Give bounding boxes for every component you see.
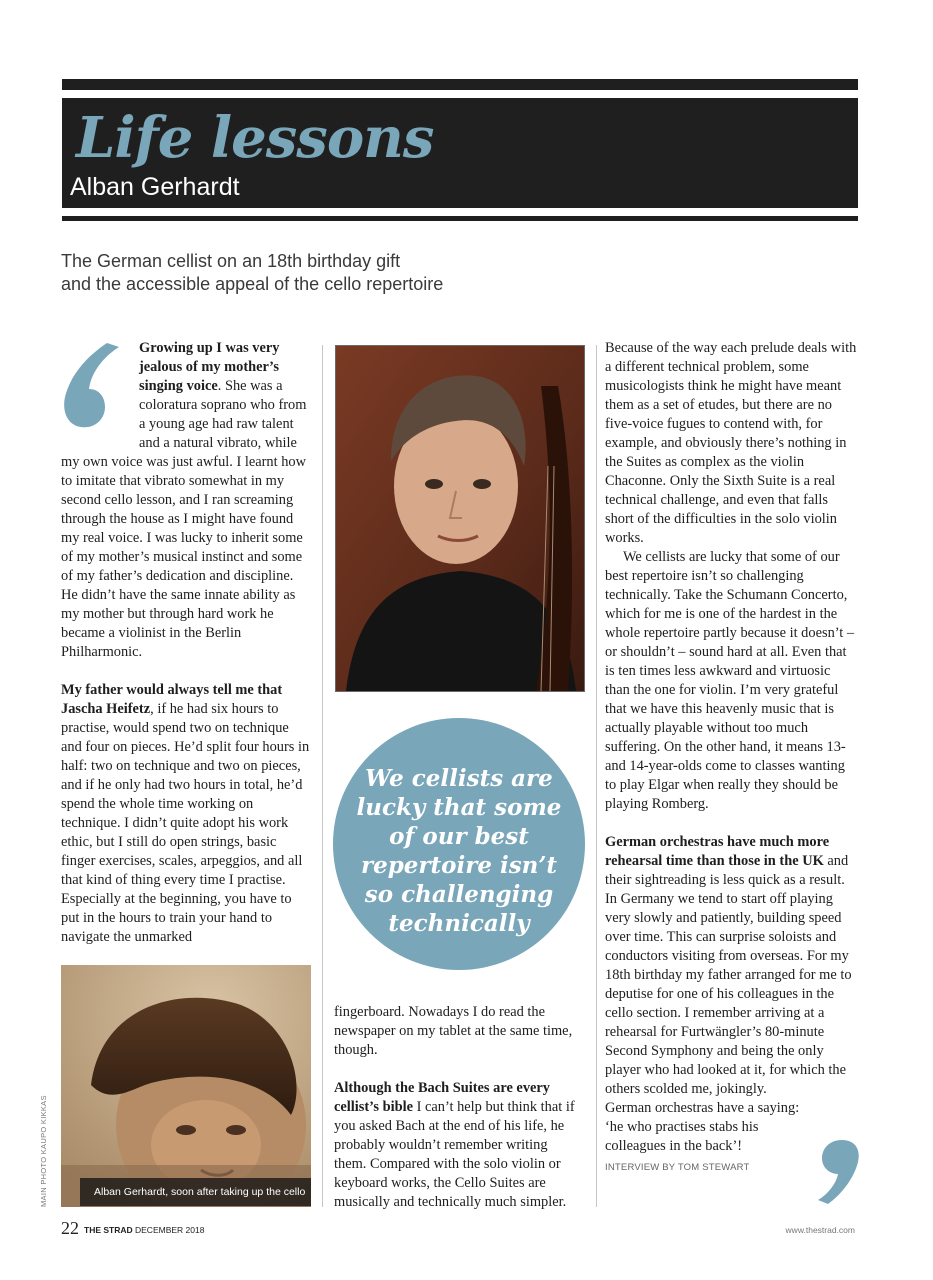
paragraph-6: We cellists are lucky that some of our best repertoire isn’t so challenging technically. Take the Schumann Concerto, which for me is one of the hardest in the whole repertoire partly because it doesn’t – or shouldn’t – sound hard at all. Even that is ten times less awkward and virtuosic than the one for violin. I’m very grateful that we have this heavenly music that is actually playable without too much suffering. On the other hand, it means 13- and 14-year-olds come to classes wanting to play Elgar when really they should be playing Romberg. bbox=[605, 549, 855, 812]
open-quote-mark-icon bbox=[59, 339, 135, 435]
body-column-2 bbox=[334, 1003, 582, 1212]
childhood-photo-image bbox=[61, 965, 311, 1207]
interview-byline: INTERVIEW BY TOM STEWART bbox=[605, 1162, 750, 1173]
paragraph-5: Because of the way each prelude deals with a different technical problem, some musicologists think he might have meant them as a set of etudes, but there are no five-voice fugues to contend with, for example, and obviously there’s nothing in the Suites as complex as the violin Chaconne. Only the Sixth Suite is a real technical challenge, and even that falls short of the difficulties in the solo violin works. bbox=[605, 340, 857, 546]
childhood-photo bbox=[61, 965, 311, 1207]
paragraph-3: fingerboard. Nowadays I do read the newspaper on my tablet at the same time, though. bbox=[334, 1004, 573, 1058]
paragraph-2 bbox=[61, 681, 313, 947]
photo-caption: Alban Gerhardt, soon after taking up the cello bbox=[80, 1178, 311, 1206]
paragraph-4 bbox=[334, 1079, 582, 1212]
magazine-issue bbox=[84, 1225, 204, 1235]
standfirst-line-1: The German cellist on an 18th birthday gift bbox=[61, 251, 401, 271]
paragraph-8: German orchestras have a saying: ‘he who practises stabs his colleagues in the back’! bbox=[605, 1100, 800, 1154]
standfirst-line-2: and the accessible appeal of the cello repertoire bbox=[61, 274, 444, 294]
photo-credit: MAIN PHOTO KAUPO KIKKAS bbox=[39, 1095, 48, 1207]
portrait-photo-image bbox=[336, 346, 584, 691]
paragraph-2-text: , if he had six hours to practise, would spend two on technique and four on pieces. He’d split four hours in half: two on technique and two on pieces, and if he only had two hours in total, he’d spend the whole time working on technique. I didn’t quite adopt his work ethic, but I still do open strings, basic finger exercises, scales, arpeggios, and all that kind of thing every time I practise. Especially at the beginning, you have to put in the hours to train your hand to navigate the unmarked bbox=[61, 701, 310, 945]
magazine-name: THE STRAD bbox=[84, 1225, 133, 1235]
column-divider-2 bbox=[596, 345, 597, 1207]
paragraph-7-text: and their sightreading is less quick as a result. In Germany we tend to start off playing very slowly and patiently, building speed over time. This can surprise soloists and conductors visiting from overseas. For my 18th birthday my father arranged for me to deputise for one of his colleagues in the cello section. I remember arriving at a rehearsal for Furtwängler’s 80-minute Second Symphony and being the only player who had looked at it, for which the others scolded me, jokingly. bbox=[605, 853, 852, 1097]
paragraph-7-lead: German orchestras have much more rehearsal time than those in the UK bbox=[605, 834, 830, 869]
body-column-1 bbox=[61, 339, 313, 947]
website-url[interactable]: www.thestrad.com bbox=[785, 1225, 855, 1235]
close-quote-mark-icon bbox=[808, 1138, 860, 1208]
paragraph-4-text: I can’t help but think that if you asked Bach at the end of his life, he probably wouldn’t remember writing them. Compared with the solo violin or keyboard works, the Cello Suites are musically and technically much simpler. bbox=[334, 1099, 575, 1210]
page-number: 22 bbox=[61, 1218, 79, 1238]
pull-quote: We cellists are lucky that some of our best repertoire isn’t so challenging technically bbox=[356, 765, 562, 937]
paragraph-1-text: . She was a coloratura soprano who from a young age had raw talent and a natural vibrato, while my own voice was just awful. I learnt how to imitate that vibrato somewhat in my second cello lesson, and I ran screaming through the house as I might have found my real voice. I was lucky to inherit some of my mother’s musical instinct and some of my father’s dedication and discipline. He didn’t have the same innate ability as my mother but through hard work he became a violinist in the Berlin Philharmonic. bbox=[61, 378, 307, 660]
paragraph-1-lead: Growing up I was very jealous of my mother’s singing voice bbox=[139, 340, 280, 394]
paragraph-7 bbox=[605, 833, 857, 1099]
header-bottom-rule bbox=[62, 216, 858, 221]
column-divider-1 bbox=[322, 345, 323, 1207]
body-column-3 bbox=[605, 339, 857, 1177]
portrait-photo bbox=[335, 345, 585, 692]
paragraph-2-lead: My father would always tell me that Jascha Heifetz bbox=[61, 682, 283, 717]
header-top-rule bbox=[62, 79, 858, 90]
issue-date: DECEMBER 2018 bbox=[132, 1225, 205, 1235]
article-subject-name: Alban Gerhardt bbox=[70, 173, 240, 201]
article-title: Life lessons bbox=[76, 105, 434, 171]
standfirst bbox=[61, 250, 561, 296]
paragraph-4-lead: Although the Bach Suites are every cellist’s bible bbox=[334, 1080, 550, 1115]
